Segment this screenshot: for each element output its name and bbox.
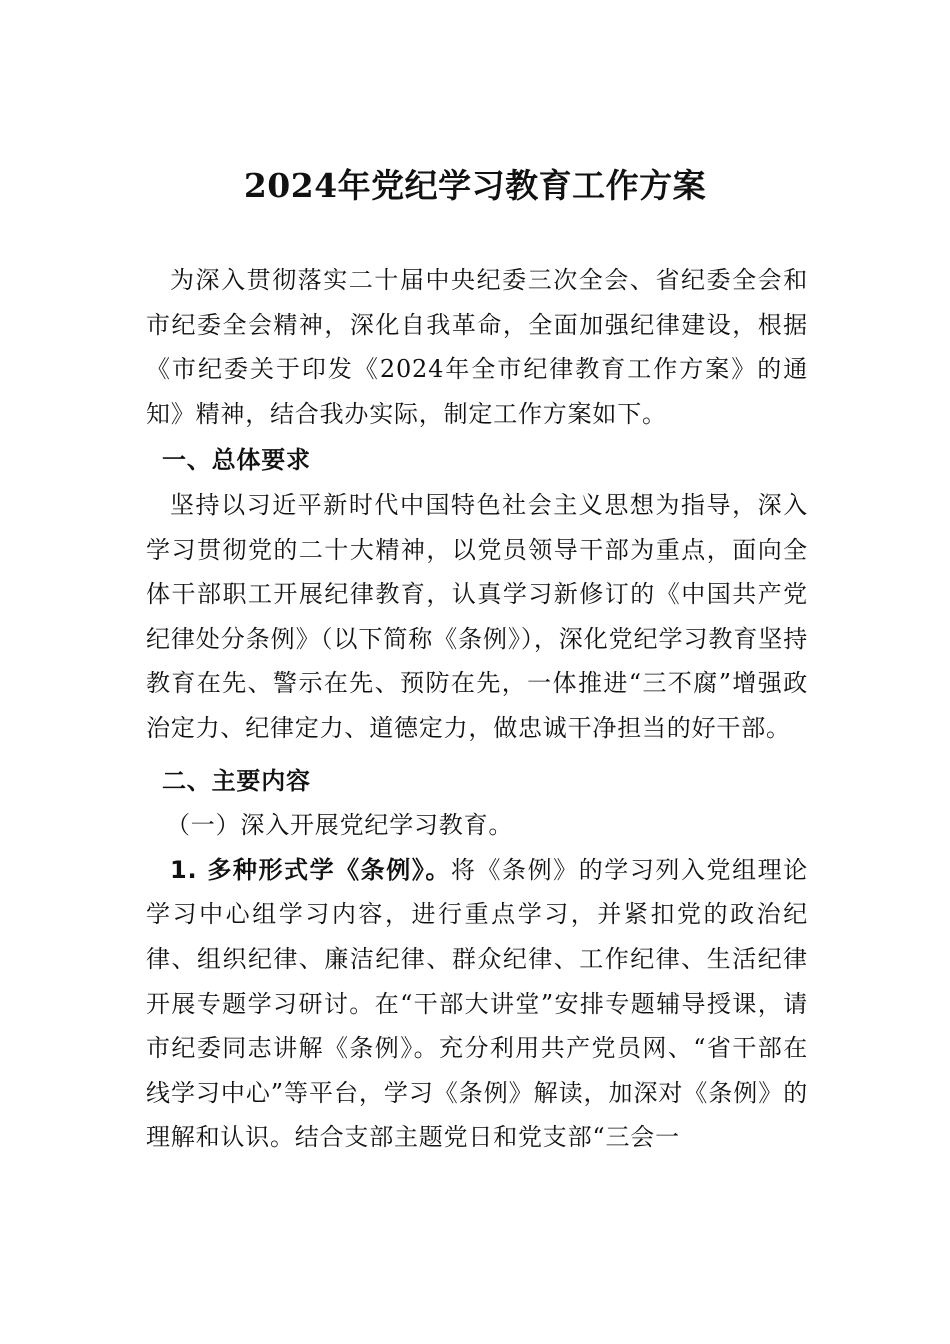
intro-paragraph: 为深入贯彻落实二十届中央纪委三次全会、省纪委全会和市纪委全会精神，深化自我革命，全面加强纪律建设，根据《市纪委关于印发《2024年全市纪律教育工作方案》的通知》精神，结合我办实际，制定工作方案如下。: [146, 266, 808, 428]
subheading-party-discipline-education: （一）深入开展党纪学习教育。: [166, 811, 514, 840]
item-1-paragraph: [146, 848, 808, 1160]
general-requirements-paragraph: 坚持以习近平新时代中国特色社会主义思想为指导，深入学习贯彻党的二十大精神，以党员领导干部为重点，面向全体干部职工开展纪律教育，认真学习新修订的《中国共产党纪律处分条例》（以下简称《条例》），深化党纪学习教育坚持教育在先、警示在先、预防在先，一体推进“三不腐”增强政治定力、纪律定力、道德定力，做忠诚干净担当的好干部。: [146, 490, 808, 742]
item-1-body: 将《条例》的学习列入党组理论学习中心组学习内容，进行重点学习，并紧扣党的政治纪律、组织纪律、廉洁纪律、群众纪律、工作纪律、生活纪律开展专题学习研讨。在“干部大讲堂”安排专题辅导授课，请市纪委同志讲解《条例》。充分利用共产党员网、“省干部在线学习中心”等平台，学习《条例》解读，加深对《条例》的理解和认识。结合支部主题党日和党支部“三会一: [146, 855, 808, 1152]
document-title: 2024年党纪学习教育工作方案: [243, 166, 707, 205]
document-body: [146, 258, 808, 1160]
section-heading-general-requirements: 一、总体要求: [162, 446, 311, 475]
spacer: [146, 751, 808, 759]
item-1-lead: 1. 多种形式学《条例》。: [170, 855, 451, 884]
section-heading-main-content: 二、主要内容: [162, 766, 311, 795]
